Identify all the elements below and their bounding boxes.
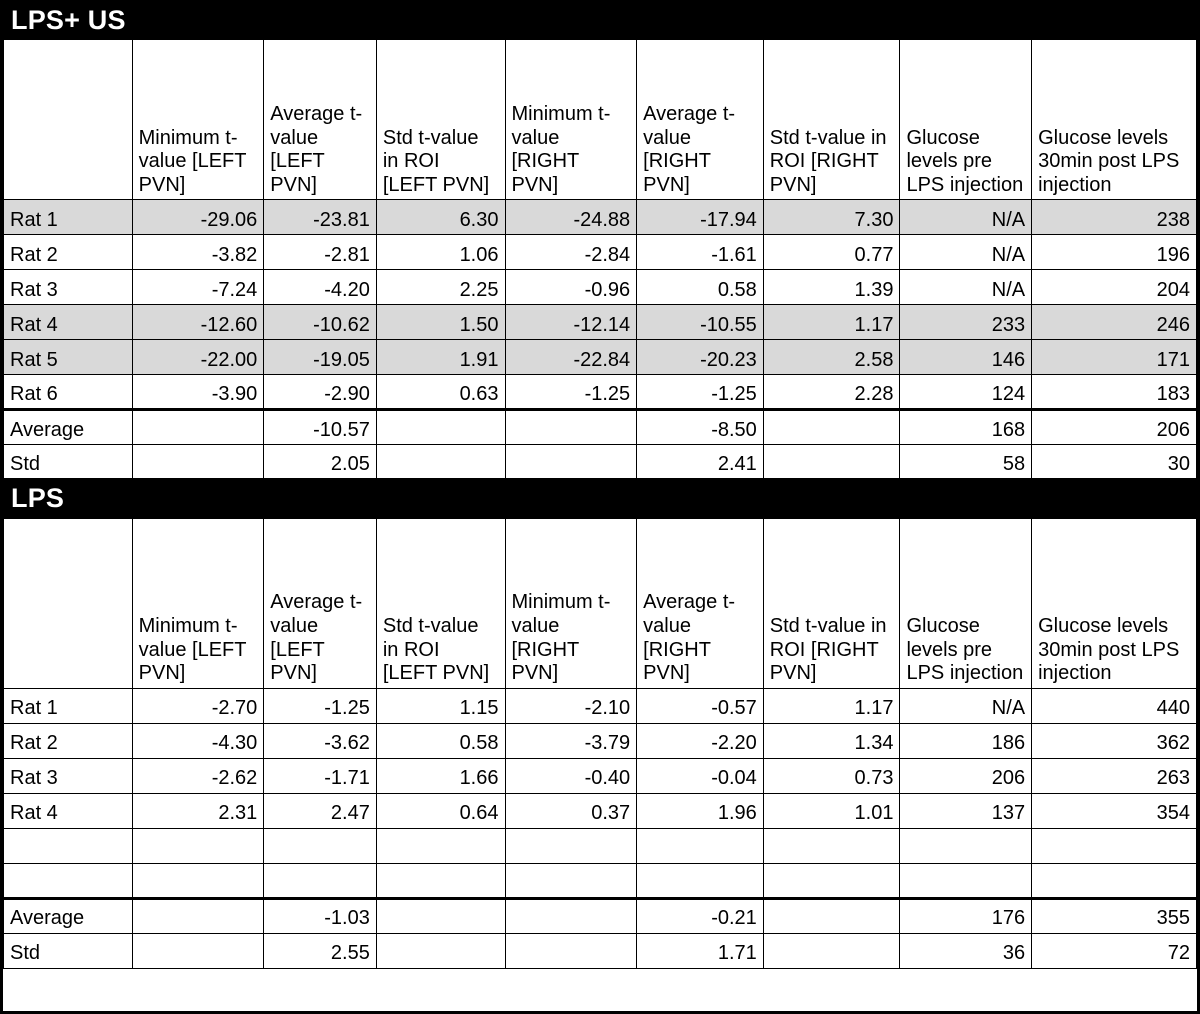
row-label: Rat 2 (4, 723, 133, 758)
cell-avg-t-right: -0.57 (637, 688, 764, 723)
cell-glucose-post: 263 (1032, 758, 1197, 793)
cell-min-t-left: -22.00 (132, 340, 264, 375)
cell-avg-t-left (264, 863, 377, 898)
cell-std-t-right: 7.30 (763, 200, 900, 235)
column-header-avg-t-right: Average t-value [RIGHT PVN] (637, 40, 764, 200)
cell-avg-t-right: 1.96 (637, 793, 764, 828)
section-title-lps-plus-us: LPS+ US (3, 3, 1197, 39)
table-header-row (4, 518, 1197, 688)
table-row (4, 270, 1197, 305)
cell-glucose-pre: 137 (900, 793, 1032, 828)
cell-glucose-pre: N/A (900, 235, 1032, 270)
cell-std-t-left (376, 410, 505, 445)
cell-avg-t-left: -1.03 (264, 898, 377, 933)
table-row (4, 200, 1197, 235)
cell-glucose-post: 30 (1032, 445, 1197, 480)
table-lps-plus-us (3, 39, 1197, 481)
row-label: Std (4, 445, 133, 480)
cell-std-t-right (763, 410, 900, 445)
cell-min-t-right (505, 445, 637, 480)
cell-avg-t-right: -10.55 (637, 305, 764, 340)
column-header-min-t-left: Minimum t-value [LEFT PVN] (132, 518, 264, 688)
cell-std-t-left (376, 898, 505, 933)
cell-std-t-right: 1.39 (763, 270, 900, 305)
cell-min-t-left (132, 445, 264, 480)
column-header-corner (4, 518, 133, 688)
row-label (4, 863, 133, 898)
cell-std-t-left: 1.15 (376, 688, 505, 723)
cell-avg-t-right: -1.25 (637, 375, 764, 410)
cell-glucose-post: 362 (1032, 723, 1197, 758)
cell-avg-t-left: -1.25 (264, 688, 377, 723)
cell-std-t-left (376, 445, 505, 480)
cell-min-t-right: -22.84 (505, 340, 637, 375)
cell-std-t-left: 1.06 (376, 235, 505, 270)
table-summary-row-std (4, 933, 1197, 968)
cell-avg-t-right: -20.23 (637, 340, 764, 375)
cell-std-t-left: 1.91 (376, 340, 505, 375)
column-header-avg-t-right: Average t-value [RIGHT PVN] (637, 518, 764, 688)
cell-min-t-right: -12.14 (505, 305, 637, 340)
cell-avg-t-left: -3.62 (264, 723, 377, 758)
cell-avg-t-right: 0.58 (637, 270, 764, 305)
cell-std-t-right: 1.17 (763, 688, 900, 723)
cell-min-t-left: 2.31 (132, 793, 264, 828)
cell-std-t-right: 1.17 (763, 305, 900, 340)
cell-glucose-post (1032, 828, 1197, 863)
cell-std-t-right: 1.34 (763, 723, 900, 758)
cell-avg-t-left: 2.05 (264, 445, 377, 480)
cell-std-t-left: 2.25 (376, 270, 505, 305)
cell-glucose-pre: 124 (900, 375, 1032, 410)
section-title-lps: LPS (3, 481, 1197, 517)
cell-min-t-left: -2.70 (132, 688, 264, 723)
cell-glucose-pre (900, 828, 1032, 863)
row-label: Rat 6 (4, 375, 133, 410)
cell-min-t-left: -12.60 (132, 305, 264, 340)
cell-avg-t-right (637, 828, 764, 863)
table-row (4, 723, 1197, 758)
cell-avg-t-right: -17.94 (637, 200, 764, 235)
table-row (4, 688, 1197, 723)
cell-avg-t-left: -1.71 (264, 758, 377, 793)
row-label: Average (4, 410, 133, 445)
cell-avg-t-right: -0.21 (637, 898, 764, 933)
table-row (4, 340, 1197, 375)
cell-glucose-pre: 233 (900, 305, 1032, 340)
cell-min-t-left (132, 410, 264, 445)
column-header-glucose-pre: Glucose levels pre LPS injection (900, 518, 1032, 688)
cell-avg-t-left (264, 828, 377, 863)
cell-glucose-post: 72 (1032, 933, 1197, 968)
cell-glucose-pre: 58 (900, 445, 1032, 480)
column-header-glucose-post: Glucose levels 30min post LPS injection (1032, 40, 1197, 200)
cell-glucose-pre: 36 (900, 933, 1032, 968)
cell-std-t-left (376, 933, 505, 968)
table-summary-row-std (4, 445, 1197, 480)
cell-std-t-right (763, 898, 900, 933)
cell-min-t-right (505, 828, 637, 863)
cell-glucose-post: 355 (1032, 898, 1197, 933)
cell-glucose-pre (900, 863, 1032, 898)
cell-glucose-pre: N/A (900, 200, 1032, 235)
cell-std-t-left: 1.50 (376, 305, 505, 340)
cell-glucose-pre: 146 (900, 340, 1032, 375)
cell-glucose-post: 354 (1032, 793, 1197, 828)
cell-min-t-right: -0.40 (505, 758, 637, 793)
cell-avg-t-left: -10.57 (264, 410, 377, 445)
cell-avg-t-right: -0.04 (637, 758, 764, 793)
cell-min-t-left: -7.24 (132, 270, 264, 305)
cell-min-t-right (505, 410, 637, 445)
cell-avg-t-right: 1.71 (637, 933, 764, 968)
table-row (4, 305, 1197, 340)
cell-glucose-pre: 176 (900, 898, 1032, 933)
column-header-min-t-right: Minimum t-value [RIGHT PVN] (505, 518, 637, 688)
cell-min-t-right: -2.10 (505, 688, 637, 723)
cell-avg-t-left: 2.47 (264, 793, 377, 828)
cell-glucose-post (1032, 863, 1197, 898)
cell-std-t-right (763, 828, 900, 863)
cell-avg-t-left: -10.62 (264, 305, 377, 340)
table-row (4, 235, 1197, 270)
cell-avg-t-right: -8.50 (637, 410, 764, 445)
cell-avg-t-left: -2.81 (264, 235, 377, 270)
cell-min-t-right: -24.88 (505, 200, 637, 235)
column-header-corner (4, 40, 133, 200)
table-row-empty (4, 828, 1197, 863)
cell-min-t-right: -2.84 (505, 235, 637, 270)
cell-avg-t-right: -1.61 (637, 235, 764, 270)
row-label: Rat 1 (4, 688, 133, 723)
cell-glucose-post: 206 (1032, 410, 1197, 445)
cell-std-t-left: 0.58 (376, 723, 505, 758)
cell-min-t-left (132, 898, 264, 933)
cell-avg-t-left: -23.81 (264, 200, 377, 235)
row-label: Rat 4 (4, 793, 133, 828)
cell-min-t-right (505, 863, 637, 898)
cell-min-t-left: -2.62 (132, 758, 264, 793)
cell-min-t-right: -3.79 (505, 723, 637, 758)
table-header-row (4, 40, 1197, 200)
cell-glucose-pre: 186 (900, 723, 1032, 758)
cell-std-t-right: 1.01 (763, 793, 900, 828)
cell-std-t-right (763, 863, 900, 898)
cell-std-t-left: 0.63 (376, 375, 505, 410)
cell-std-t-right: 0.77 (763, 235, 900, 270)
table-lps (3, 518, 1197, 969)
table-summary-row-average (4, 898, 1197, 933)
cell-min-t-left: -3.90 (132, 375, 264, 410)
cell-std-t-right: 2.28 (763, 375, 900, 410)
row-label (4, 828, 133, 863)
cell-min-t-right: -0.96 (505, 270, 637, 305)
cell-std-t-right (763, 445, 900, 480)
cell-avg-t-left: -4.20 (264, 270, 377, 305)
cell-glucose-pre: 206 (900, 758, 1032, 793)
cell-std-t-left: 1.66 (376, 758, 505, 793)
column-header-std-t-right: Std t-value in ROI [RIGHT PVN] (763, 518, 900, 688)
cell-min-t-right: 0.37 (505, 793, 637, 828)
column-header-std-t-right: Std t-value in ROI [RIGHT PVN] (763, 40, 900, 200)
cell-avg-t-left: -19.05 (264, 340, 377, 375)
cell-glucose-post: 440 (1032, 688, 1197, 723)
column-header-glucose-pre: Glucose levels pre LPS injection (900, 40, 1032, 200)
row-label: Rat 5 (4, 340, 133, 375)
cell-avg-t-left: -2.90 (264, 375, 377, 410)
table-row (4, 793, 1197, 828)
cell-std-t-right (763, 933, 900, 968)
cell-std-t-left (376, 863, 505, 898)
table-row-empty (4, 863, 1197, 898)
row-label: Std (4, 933, 133, 968)
cell-avg-t-right (637, 863, 764, 898)
cell-glucose-post: 196 (1032, 235, 1197, 270)
column-header-std-t-left: Std t-value in ROI [LEFT PVN] (376, 40, 505, 200)
cell-std-t-left: 0.64 (376, 793, 505, 828)
column-header-avg-t-left: Average t-value [LEFT PVN] (264, 40, 377, 200)
cell-glucose-post: 183 (1032, 375, 1197, 410)
cell-min-t-left (132, 933, 264, 968)
table-row (4, 375, 1197, 410)
cell-std-t-right: 0.73 (763, 758, 900, 793)
cell-min-t-left (132, 828, 264, 863)
cell-glucose-post: 171 (1032, 340, 1197, 375)
cell-min-t-left: -29.06 (132, 200, 264, 235)
table-row (4, 758, 1197, 793)
table-summary-row-average (4, 410, 1197, 445)
cell-avg-t-left: 2.55 (264, 933, 377, 968)
cell-glucose-post: 246 (1032, 305, 1197, 340)
row-label: Rat 3 (4, 758, 133, 793)
column-header-glucose-post: Glucose levels 30min post LPS injection (1032, 518, 1197, 688)
cell-avg-t-right: -2.20 (637, 723, 764, 758)
column-header-avg-t-left: Average t-value [LEFT PVN] (264, 518, 377, 688)
cell-min-t-left: -4.30 (132, 723, 264, 758)
cell-glucose-pre: N/A (900, 688, 1032, 723)
cell-min-t-left (132, 863, 264, 898)
row-label: Rat 1 (4, 200, 133, 235)
cell-std-t-left: 6.30 (376, 200, 505, 235)
cell-std-t-right: 2.58 (763, 340, 900, 375)
cell-min-t-left: -3.82 (132, 235, 264, 270)
column-header-std-t-left: Std t-value in ROI [LEFT PVN] (376, 518, 505, 688)
cell-glucose-post: 238 (1032, 200, 1197, 235)
cell-glucose-pre: 168 (900, 410, 1032, 445)
cell-std-t-left (376, 828, 505, 863)
row-label: Rat 3 (4, 270, 133, 305)
cell-glucose-post: 204 (1032, 270, 1197, 305)
cell-min-t-right: -1.25 (505, 375, 637, 410)
row-label: Rat 2 (4, 235, 133, 270)
column-header-min-t-left: Minimum t-value [LEFT PVN] (132, 40, 264, 200)
cell-avg-t-right: 2.41 (637, 445, 764, 480)
row-label: Rat 4 (4, 305, 133, 340)
cell-min-t-right (505, 933, 637, 968)
cell-glucose-pre: N/A (900, 270, 1032, 305)
cell-min-t-right (505, 898, 637, 933)
row-label: Average (4, 898, 133, 933)
column-header-min-t-right: Minimum t-value [RIGHT PVN] (505, 40, 637, 200)
